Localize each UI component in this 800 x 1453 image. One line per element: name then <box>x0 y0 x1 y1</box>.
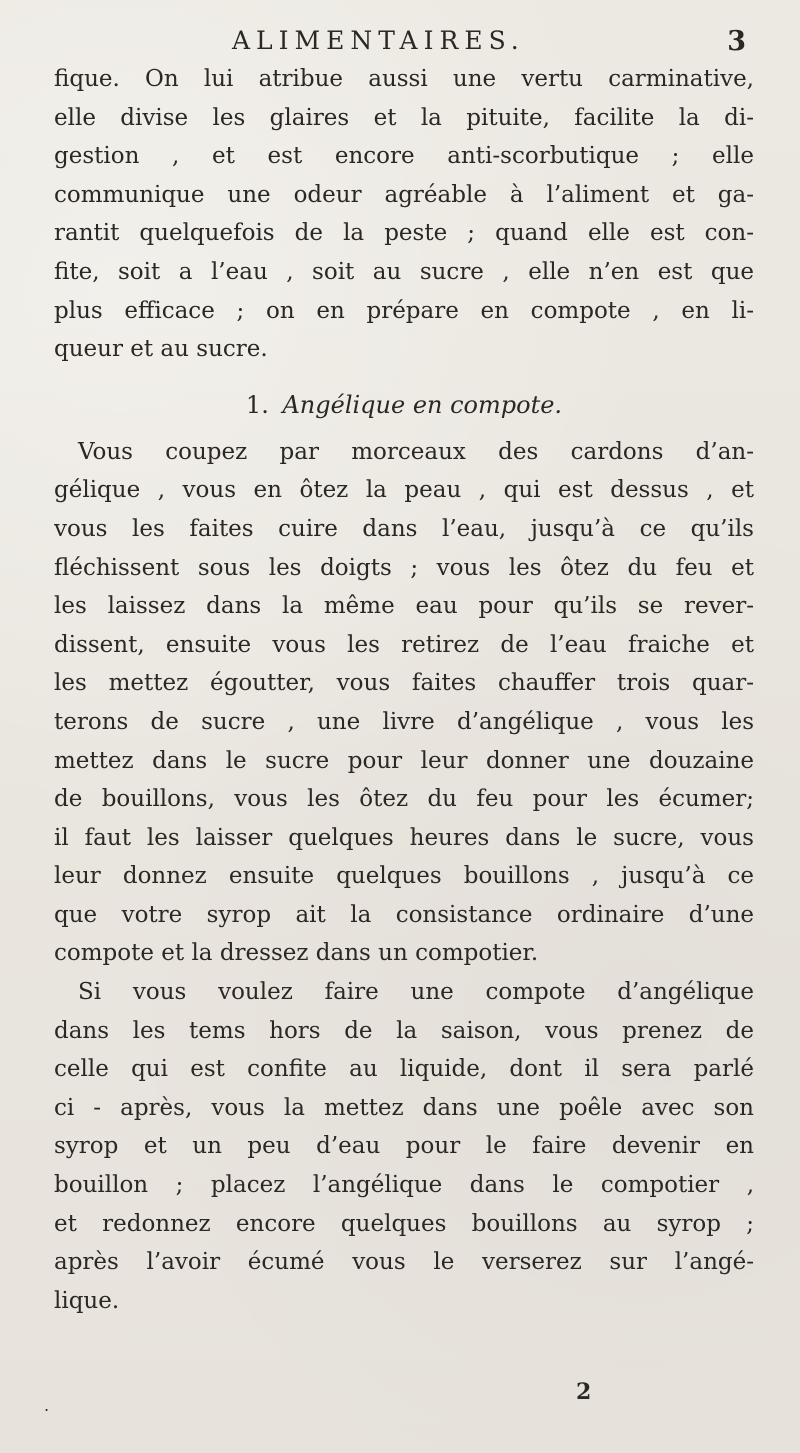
recipe-line: les laissez dans la même eau pour qu’ils se rever- <box>54 593 754 620</box>
recipe-line: dissent, ensuite vous les retirez de l’eau fraiche et <box>54 631 754 658</box>
recipe-line: mettez dans le sucre pour leur donner une douzaine <box>54 747 754 774</box>
recipe-line: vous les faites cuire dans l’eau, jusqu’à ce qu’ils <box>54 515 754 542</box>
recipe-line: et redonnez encore quelques bouillons au syrop ; <box>54 1210 754 1237</box>
recipe-line: bouillon ; placez l’angélique dans le compotier , <box>54 1172 754 1199</box>
recipe-line: que votre syrop ait la consistance ordinaire d’une <box>54 901 754 928</box>
recipe-line: syrop et un peu d’eau pour le faire devenir en <box>54 1133 754 1160</box>
recipe-line: fléchissent sous les doigts ; vous les ôtez du feu et <box>54 554 754 581</box>
recipe-line: de bouillons, vous les ôtez du feu pour les écumer; <box>54 786 754 813</box>
recipe-line: dans les tems hors de la saison, vous prenez de <box>54 1017 754 1044</box>
recipe-paragraph-1 <box>54 433 754 973</box>
intro-line: rantit quelquefois de la peste ; quand elle est con- <box>54 220 754 247</box>
recipe-line: terons de sucre , une livre d’angélique , vous les <box>54 708 754 735</box>
intro-line: communique une odeur agréable à l’aliment et ga- <box>54 181 754 208</box>
recipe-line: il faut les laisser quelques heures dans le sucre, vous <box>54 824 754 851</box>
intro-line: queur et au sucre. <box>54 336 268 363</box>
recipe-line: leur donnez ensuite quelques bouillons , jusqu’à ce <box>54 863 754 890</box>
recipe-line: après l’avoir écumé vous le verserez sur l’angé- <box>54 1249 754 1276</box>
recipe-line: lique. <box>54 1287 120 1314</box>
recipe-line: gélique , vous en ôtez la peau , qui est dessus , et <box>54 477 754 504</box>
intro-line: gestion , et est encore anti-scorbutique ; elle <box>54 143 754 170</box>
recipe-line: compote et la dressez dans un compotier. <box>54 940 539 967</box>
recipe-line: celle qui est confite au liquide, dont il sera parlé <box>54 1056 754 1083</box>
recipe-paragraph-2 <box>54 973 754 1320</box>
recipe-line: Vous coupez par morceaux des cardons d’an- <box>78 438 754 465</box>
intro-line: elle divise les glaires et la pituite, facilite la di- <box>54 104 754 131</box>
section-number: 1. <box>245 390 269 419</box>
margin-dot: . <box>44 1396 50 1415</box>
signature-mark: 2 <box>576 1379 592 1405</box>
recipe-line: Si vous voulez faire une compote d’angélique <box>78 979 754 1006</box>
page-number: 3 <box>727 26 746 57</box>
intro-line: fique. On lui atribue aussi une vertu carminative, <box>54 66 754 92</box>
recipe-line: les mettez égoutter, vous faites chauffer trois quar- <box>54 670 754 697</box>
intro-paragraph <box>54 60 754 369</box>
intro-line: plus efficace ; on en prépare en compote , en li- <box>54 297 754 324</box>
section-title: Angélique en compote. <box>282 390 563 419</box>
page-header <box>54 24 754 60</box>
intro-line: fite, soit a l’eau , soit au sucre , elle n’en est que <box>54 258 754 285</box>
section-heading <box>54 387 754 423</box>
recipe-line: ci - après, vous la mettez dans une poêle avec son <box>54 1094 754 1121</box>
running-head: ALIMENTAIRES. <box>232 26 525 55</box>
